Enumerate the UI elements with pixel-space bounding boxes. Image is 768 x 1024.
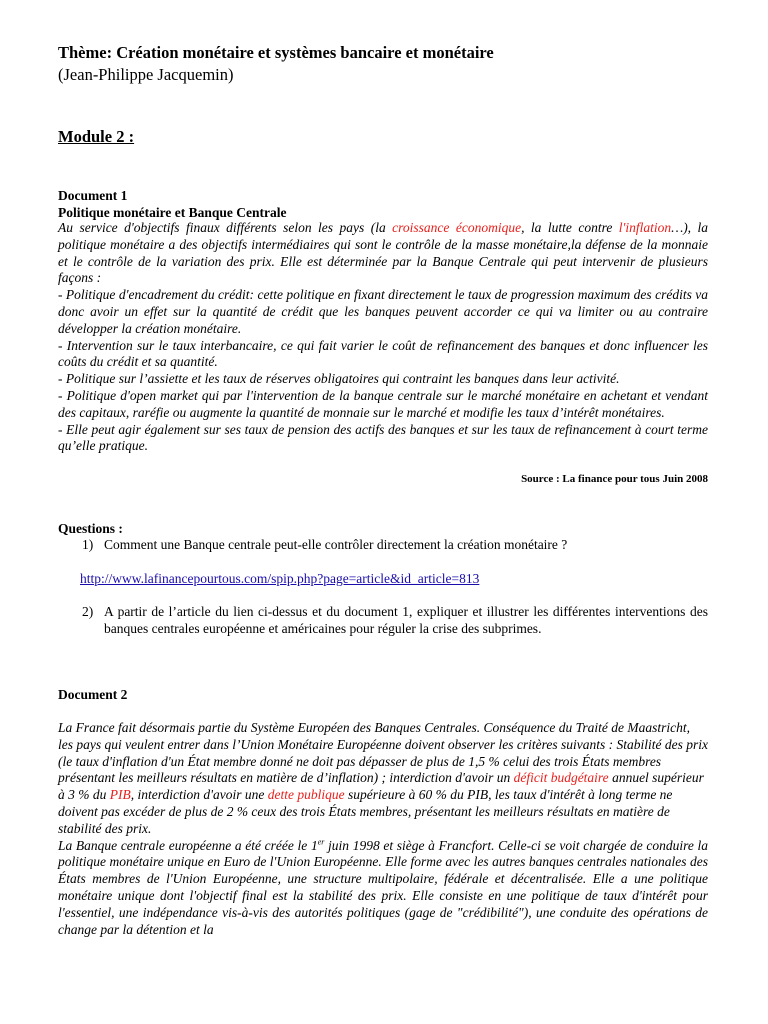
- author-name: (Jean-Philippe Jacquemin): [58, 65, 234, 84]
- doc1-source: Source : La finance pour tous Juin 2008: [521, 473, 708, 485]
- question-link-wrap: [80, 571, 708, 588]
- doc1-body: [58, 220, 708, 455]
- question-1-number: 1): [82, 537, 94, 552]
- doc1-paragraph-reserves: - Politique sur l’assiette et les taux de réserves obligatoires qui contraint les banques dans leur activité.: [58, 371, 620, 387]
- doc2-text: supérieure à 60 % du PIB, les taux d'intérêt à long terme ne doivent pas excéder de plus de 2 % ceux des trois États membres, présentant les meilleurs résultats en matière de stabilité des prix.: [58, 787, 673, 836]
- doc1-paragraph-intro: [58, 220, 708, 287]
- keyword-link-dette[interactable]: dette publique: [267, 787, 345, 803]
- doc2-text: La France fait désormais partie du Système Européen des Banques Centrales. Conséquence du Traité de Maastricht, les pays qui veulent entrer dans l’Union Monétaire Européenne doivent observer les critères suivants : Stabilité des prix (le taux d'inflation d'un État membre donné ne doit pas dépasser de plus de 1,5 % celui des trois États membres présentant les meilleurs résultats en matière de d’inflation) ; interdiction d'avoir un: [58, 720, 708, 786]
- doc1-title: Politique monétaire et Banque Centrale: [58, 205, 287, 220]
- doc2-text: , interdiction d'avoir une: [130, 787, 268, 803]
- doc2-body: [58, 720, 708, 938]
- doc1-paragraph-interbank: - Intervention sur le taux interbancaire, ce qui fait varier le coût de refinancement des banques et donc influencer les coûts du crédit et sa quantité.: [58, 337, 708, 370]
- doc1-paragraph-open-market: - Politique d'open market qui par l'intervention de la banque centrale sur le marché monétaire en achetant et vendant des capitaux, raréfie ou augmente la quantité de monnaie sur le marché et modifie les taux d’intérêt monétaires.: [58, 387, 708, 420]
- doc2-label: Document 2: [58, 687, 128, 702]
- doc1-paragraph-pension: - Elle peut agir également sur ses taux de pension des actifs des banques et sur les taux de refinancement à court terme qu’elle pratique.: [58, 421, 708, 454]
- doc1-label: Document 1: [58, 188, 128, 203]
- doc1-text: …), la politique monétaire a des objectifs intermédiaires qui sont le contrôle de la masse monétaire,la défense de la monnaie et le contrôle de la variation des prix. Elle est déterminée par la Banque Centrale qui peut intervenir de plusieurs façons :: [58, 220, 709, 286]
- doc2-text: La Banque centrale européenne a été créée le 1: [58, 837, 318, 853]
- doc1-text: Au service d'objectifs finaux différents selon les pays (la: [58, 220, 393, 235]
- question-1: Comment une Banque centrale peut-elle contrôler directement la création monétaire ?: [104, 537, 568, 552]
- questions-label: Questions :: [58, 521, 123, 536]
- doc2-paragraph-criteria: [58, 720, 708, 838]
- module-heading: Module 2 :: [58, 127, 135, 146]
- keyword-link-inflation[interactable]: l'inflation: [618, 220, 672, 235]
- doc2-text: annuel supérieur à 3 % du: [58, 770, 704, 803]
- article-link[interactable]: http://www.lafinancepourtous.com/spip.php?page=article&id_article=813: [80, 571, 480, 586]
- doc2-text: juin 1998 et siège à Francfort. Celle-ci se voit chargée de conduire la politique monétaire unique en Euro de l'Union Européenne. Elle forme avec les autres banques centrales nationales des États membres de l'Union Européenne, une structure multipolaire, fédérale et décentralisée. Elle a une politique monétaire unique dont l'objectif final est la stabilité des prix. Elle consiste en une politique de taux d'intérêt pour l'essentiel, une indépendance vis-à-vis des autorités politiques (gage de "crédibilité"), une conduite des opérations de change par la détention et la: [58, 837, 709, 937]
- keyword-link-croissance[interactable]: croissance économique: [392, 220, 522, 235]
- question-2: A partir de l’article du lien ci-dessus et du document 1, expliquer et illustrer les différentes interventions des banques centrales européenne et américaines pour réguler la crise des subprimes.: [104, 604, 708, 636]
- doc1-text: , la lutte contre: [521, 220, 619, 235]
- doc1-paragraph-credit: - Politique d'encadrement du crédit: cette politique en fixant directement le taux de progression maximum des crédits va donc avoir un effet sur la quantité de crédit que les banques peuvent accorder ce qui va limiter ou au contraire développer la création monétaire.: [58, 287, 708, 336]
- theme-title: Thème: Création monétaire et systèmes bancaire et monétaire: [58, 43, 494, 62]
- doc2-paragraph-bce: [58, 838, 708, 939]
- question-2-number: 2): [82, 604, 94, 619]
- superscript-er: er: [317, 837, 325, 847]
- keyword-link-deficit[interactable]: déficit budgétaire: [513, 770, 609, 786]
- keyword-link-pib[interactable]: PIB: [109, 787, 131, 803]
